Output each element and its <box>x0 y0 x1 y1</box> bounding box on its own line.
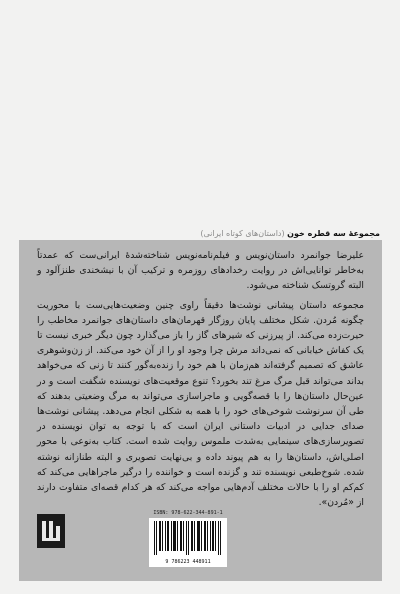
series-title-main: مجموعهٔ سه قطره خون <box>287 229 380 238</box>
series-title <box>20 229 380 238</box>
blurb-panel <box>19 240 382 581</box>
series-title-subtitle: (داستان‌های کوتاه ایرانی) <box>200 229 285 238</box>
blurb-paragraph-intro: علیرضا جوانمرد داستان‌نویس و فیلم‌نامه‌نویس شناخته‌شدهٔ ایرانی‌ست که عمدتاً به‌خاطر توانایی‌اش در روایت رخدادهای روزمره و ترکیب آن با نیشخندی طنزآلود و البته گروتسک شناخته می‌شود. <box>37 250 364 292</box>
barcode <box>149 518 227 567</box>
blurb-paragraph-main: مجموعه داستان پیشانی نوشت‌ها دقیقاً راوی چنین وضعیت‌هایی‌ست با محوریت چگونه مُردن. شکل مختلف پایان روزگار قهرمان‌های داستان‌های جوانمرد مخاطب را حیرت‌زده می‌کند. از پیرزنی که شیرهای گاز را باز می‌گذارد چون دیگر خبری نیست تا یک کفاش خیابانی که نمی‌داند مرش چرا وجود او را از آن خود می‌کند. از زن‌وشوهری عاشق که تصمیم گرفته‌اند هم‌زمان با هم خود را زنده‌به‌گور کنند تا زنی که می‌خواهد بداند می‌تواند قبل مرگ مرغ تند بخورد؟ تنوع موقعیت‌های نویسنده شگفت است و در عین‌حال داستان‌ها را با قصه‌گویی و ماجراسازی می‌تواند به مرگ وضعیتی بدهند که طی آن سرنوشت شوخی‌های خود را با همه به شکلی انجام می‌دهد. پیشانی نوشت‌ها صدای جدایی در ادبیات داستانی ایران است که با توجه به توان نویسنده در تصویرسازی‌های سینمایی به‌شدت ملموس روایت شده است. کتاب به‌نوعی با محور اصلی‌اش، داستان‌ها را به هم پیوند داده و بی‌نهایت تصویری و البته طنازانه نوشته شده. شوخ‌طبعی نویسنده تند و گزنده است و خواننده را درگیر ماجراهایی می‌کند که کم‌کم او را با حالات مختلف آدم‌هایی مواجه می‌کند که هر کدام قصه‌ای متفاوت دارند از «مُردن». <box>37 299 364 509</box>
barcode-bars-icon <box>154 521 222 555</box>
barcode-digits: 9 786223 448911 <box>165 559 211 565</box>
isbn-text: ISBN: 978-622-344-891-1 <box>153 510 223 516</box>
publisher-logo-icon <box>37 514 65 548</box>
blurb-text <box>37 248 364 510</box>
